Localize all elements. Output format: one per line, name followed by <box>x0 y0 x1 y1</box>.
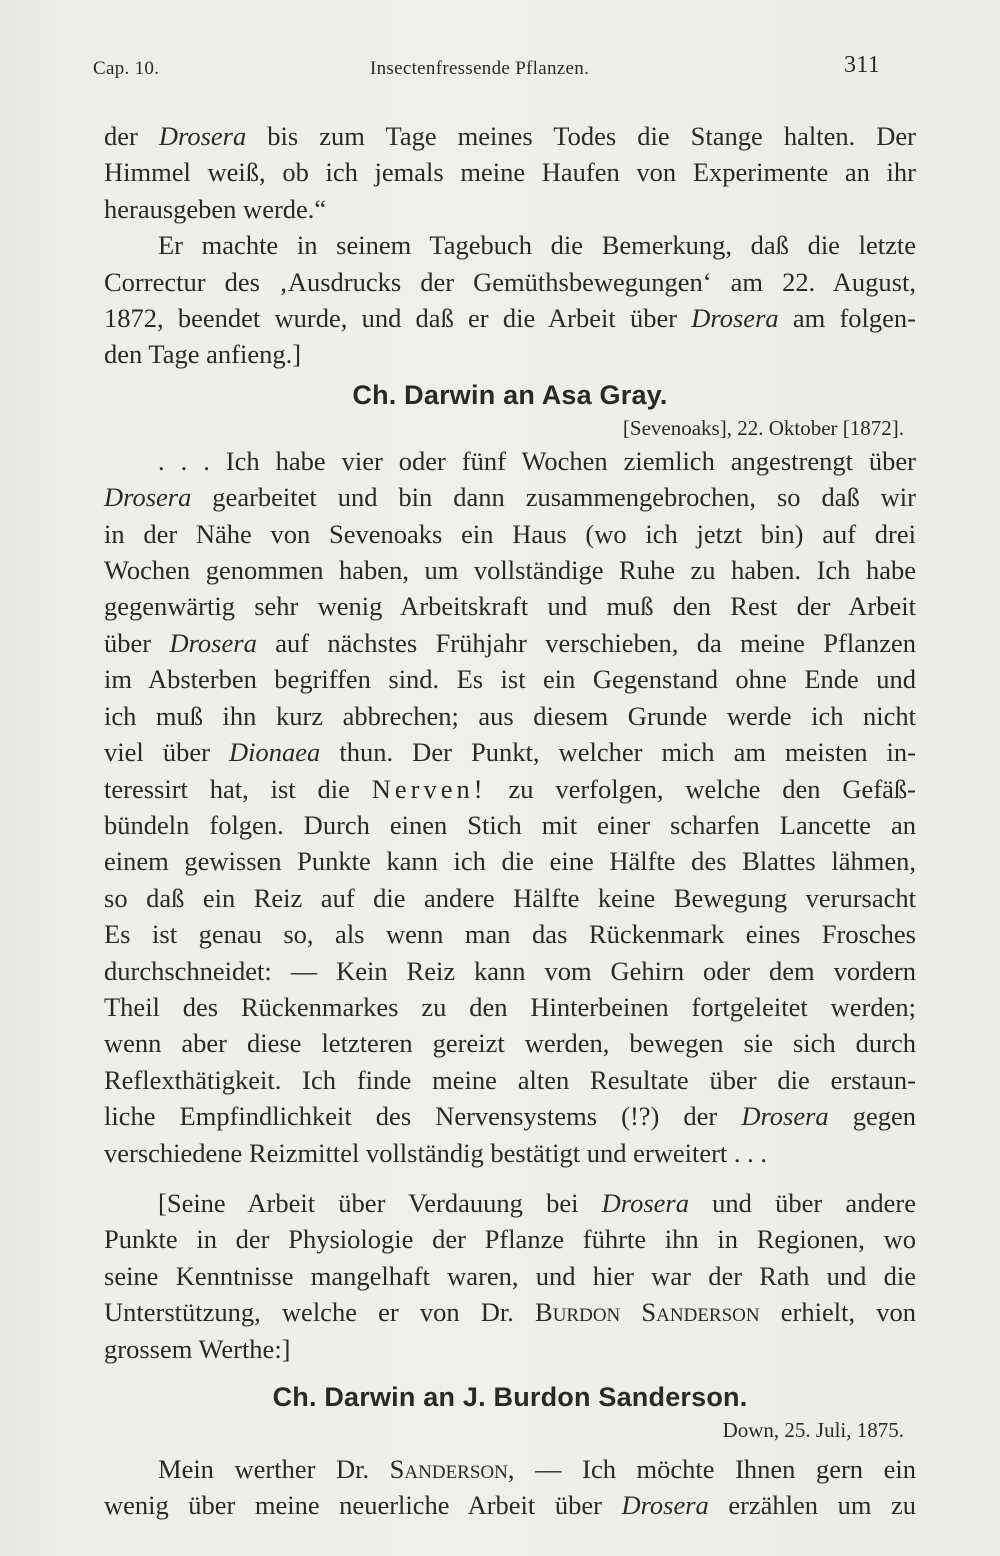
text: Mein werther Dr. <box>158 1454 390 1484</box>
letter-dateline: [Sevenoaks], 22. Oktober [1872]. <box>622 415 904 440</box>
text: wenig über meine neuerliche Arbeit über <box>104 1490 622 1521</box>
text-line <box>104 625 916 661</box>
paragraph-diary <box>104 227 916 373</box>
text-line: Reflexthätigkeit. Ich finde meine alten Resultate über die erstaun- <box>104 1064 916 1095</box>
text-line <box>104 1185 916 1221</box>
text: am folgen- <box>778 303 917 334</box>
text: [Seine Arbeit über Verdauung bei <box>158 1187 602 1218</box>
italic-text: Drosera <box>169 627 257 658</box>
text-line <box>104 1451 916 1487</box>
text-line: Punkte in der Physiologie der Pflanze führte ihn in Regionen, wo <box>104 1224 916 1255</box>
spaced-text: Nerven! <box>371 773 487 804</box>
text-line <box>104 479 916 515</box>
text-line: seine Kenntnisse mangelhaft waren, und hier war der Rath und die <box>104 1260 916 1291</box>
text: Unterstützung, welche er von Dr. <box>104 1297 536 1328</box>
letter-body <box>104 1451 916 1524</box>
text-line: Theil des Rückenmarkes zu den Hinterbeinen fortgeleitet werden; <box>104 991 916 1022</box>
text-line: in der Nähe von Sevenoaks ein Haus (wo ich jetzt bin) auf drei <box>104 518 916 549</box>
text: liche Empfindlichkeit des Nervensystems (!?) der <box>104 1101 742 1132</box>
italic-text: Drosera <box>741 1101 829 1132</box>
text-line: Er machte in seinem Tagebuch die Bemerkung, daß die letzte <box>158 230 916 261</box>
text-line: den Tage anfieng.] <box>104 339 302 370</box>
text: thun. Der Punkt, welcher mich am meisten in- <box>320 737 916 768</box>
text-line: herausgeben werde.“ <box>104 193 327 224</box>
text-line: so daß ein Reiz auf die andere Hälfte keine Bewegung verursacht <box>104 882 916 913</box>
page-number: 311 <box>844 52 881 78</box>
letter-dateline: Down, 25. Juli, 1875. <box>722 1418 904 1442</box>
paragraph-commentary <box>104 1185 916 1367</box>
text-line: einem gewissen Punkte kann ich die eine Hälfte des Blattes lähmen, <box>104 846 916 877</box>
small-caps-text: Sanderson <box>389 1454 508 1484</box>
paragraph-continuation <box>104 118 916 227</box>
italic-text: Drosera <box>601 1187 689 1218</box>
text-line <box>104 118 916 154</box>
text-line: gegenwärtig sehr wenig Arbeitskraft und muß den Rest der Arbeit <box>104 591 916 622</box>
text-line: . . . Ich habe vier oder fünf Wochen ziemlich angestrengt über <box>158 445 916 476</box>
small-caps-text: Burdon Sanderson <box>535 1297 760 1328</box>
text: , — Ich möchte Ihnen gern ein <box>507 1454 916 1484</box>
letter-heading: Ch. Darwin an Asa Gray. <box>352 379 668 410</box>
italic-text: Drosera <box>158 121 247 151</box>
spacer <box>104 1171 916 1185</box>
text: und über andere <box>689 1187 916 1218</box>
text-line: grossem Werthe:] <box>104 1333 291 1364</box>
text-line <box>104 300 916 336</box>
text: der <box>104 121 159 151</box>
text-line: wenn aber diese letzteren gereizt werden, bewegen sie sich durch <box>104 1028 916 1059</box>
text: viel über <box>104 737 229 768</box>
italic-text: Dionaea <box>229 737 321 768</box>
text-line: Wochen genommen haben, um vollständige Ruhe zu haben. Ich habe <box>104 555 916 586</box>
text-line: Correctur des ‚Ausdrucks der Gemüthsbewegungen‘ am 22. August, <box>104 266 916 297</box>
letter-body <box>104 443 916 1171</box>
italic-text: Drosera <box>691 303 779 334</box>
text-line: im Absterben begriffen sind. Es ist ein Gegenstand ohne Ende und <box>104 664 916 695</box>
text: über <box>104 627 170 658</box>
italic-text: Drosera <box>104 482 192 513</box>
text-line <box>104 1294 916 1330</box>
text: bis zum Tage meines Todes die Stange halten. Der <box>246 121 916 151</box>
running-title: Insectenfressende Pflanzen. <box>370 58 590 79</box>
text-line: verschiedene Reizmittel vollständig bestätigt und erweitert . . . <box>104 1137 768 1168</box>
letter-heading: Ch. Darwin an J. Burdon Sanderson. <box>272 1382 748 1412</box>
text: erhielt, von <box>759 1297 916 1328</box>
text: gegen <box>828 1101 916 1132</box>
text: gearbeitet und bin dann zusammengebrochen, so daß wir <box>191 482 916 513</box>
text-line <box>104 1487 916 1523</box>
italic-text: Drosera <box>621 1490 709 1521</box>
text-line: Es ist genau so, als wenn man das Rückenmark eines Frosches <box>104 919 916 950</box>
text: zu verfolgen, welche den Gefäß- <box>486 773 916 804</box>
text-line <box>104 1098 916 1134</box>
text: 1872, beendet wurde, und daß er die Arbeit über <box>104 303 692 334</box>
text-line: durchschneidet: — Kein Reiz kann vom Gehirn oder dem vordern <box>104 955 916 986</box>
text: auf nächstes Frühjahr verschieben, da meine Pflanzen <box>256 627 916 658</box>
text-line <box>104 734 916 770</box>
text-line: bündeln folgen. Durch einen Stich mit einer scharfen Lancette an <box>104 809 916 840</box>
text-line <box>104 771 916 807</box>
page-body <box>104 118 916 1524</box>
chapter-label: Cap. 10. <box>93 58 160 79</box>
text-line: Himmel weiß, ob ich jemals meine Haufen von Experimente an ihr <box>104 157 916 188</box>
text: teressirt hat, ist die <box>104 773 372 804</box>
text: erzählen um zu <box>708 1490 916 1521</box>
text-line: ich muß ihn kurz abbrechen; aus diesem Grunde werde ich nicht <box>104 700 916 731</box>
